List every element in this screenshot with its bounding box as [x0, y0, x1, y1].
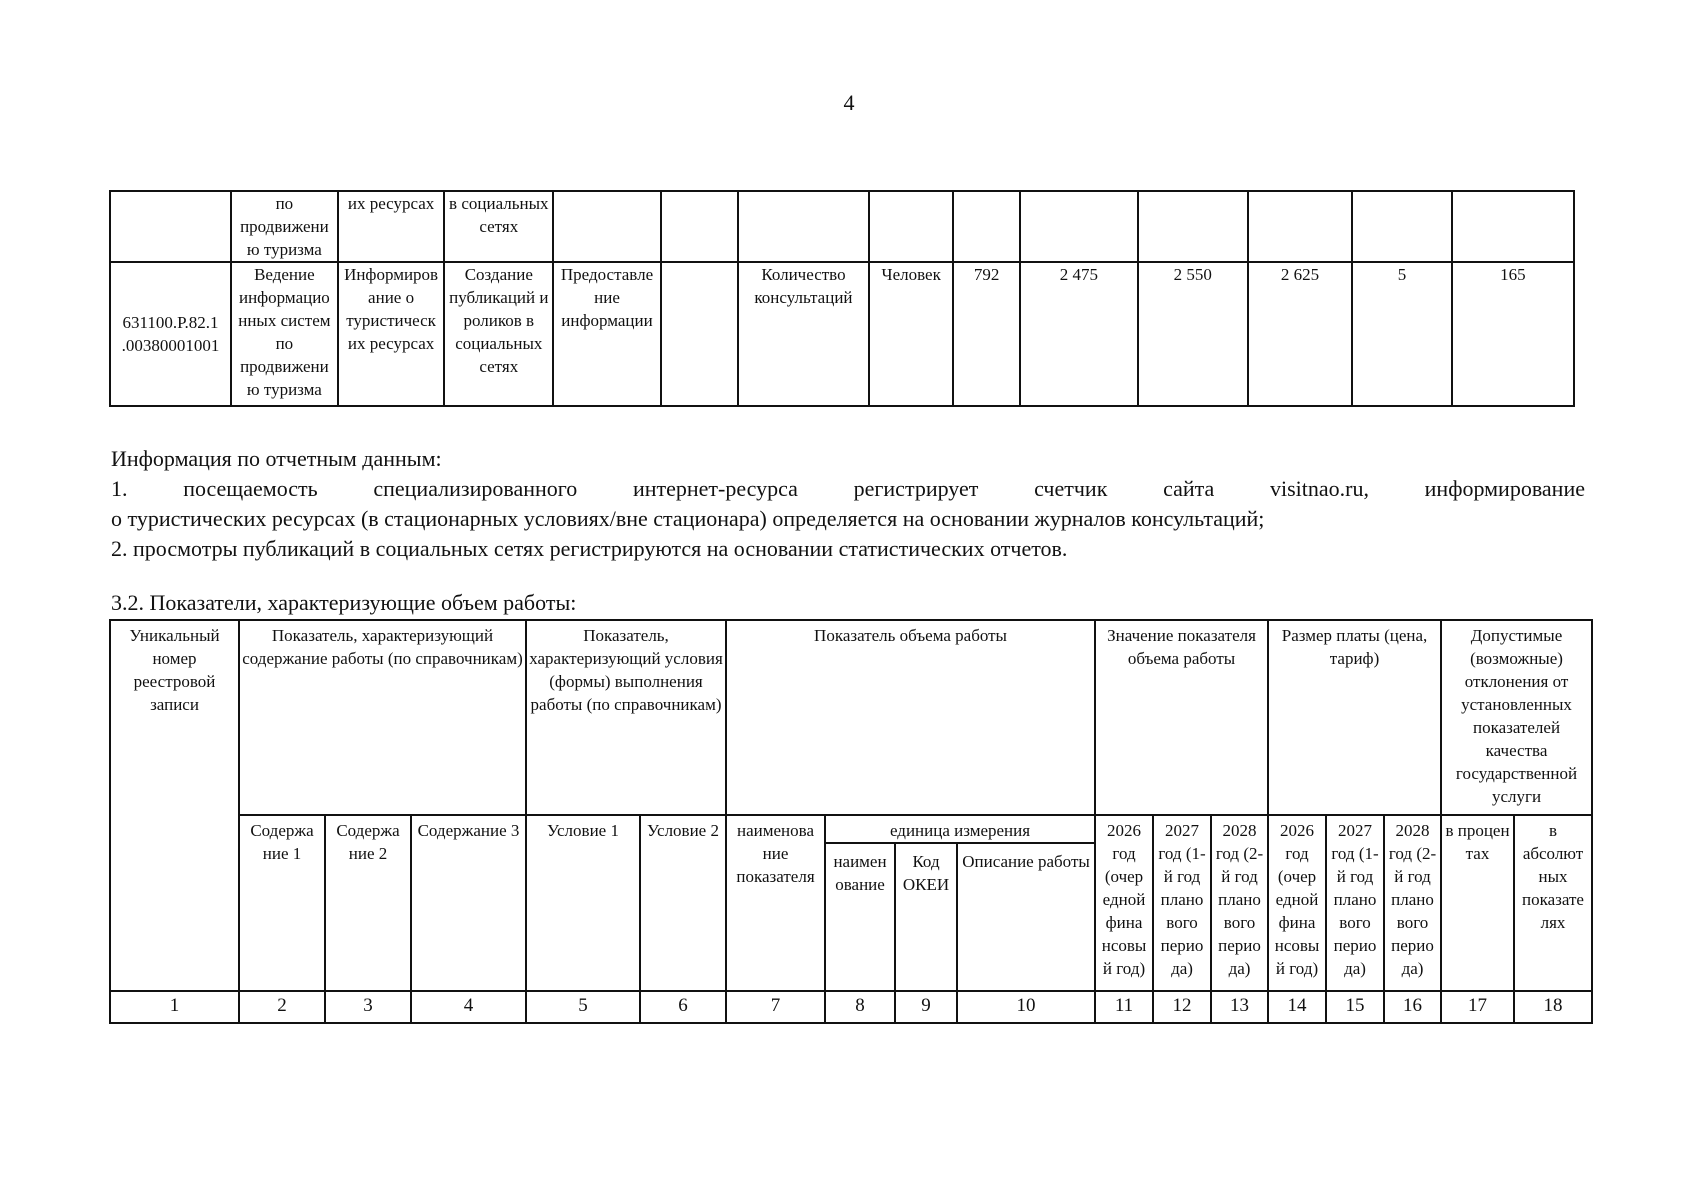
table-cell — [553, 191, 661, 262]
volume-indicators-table — [109, 619, 1593, 1024]
table-header-row — [110, 620, 1592, 815]
column-number: 3 — [325, 991, 411, 1023]
table-cell: их ресурсах — [338, 191, 445, 262]
table-cell: в социальных сетях — [444, 191, 553, 262]
section-title: 3.2. Показатели, характеризующие объем работы: — [111, 590, 577, 615]
column-number: 6 — [640, 991, 726, 1023]
header-unit: единица измерения — [825, 815, 1095, 843]
header-deviation: Допустимые (возможные) отклонения от установленных показателей качества государственной услуги — [1441, 620, 1592, 815]
reporting-info-heading: Информация по отчетным данным: — [111, 446, 442, 471]
table-cell — [661, 262, 738, 406]
table-cell: по продвижени ю туризма — [231, 191, 338, 262]
column-number: 8 — [825, 991, 895, 1023]
header-fee-2028: 2028 год (2-й год плано вого перио да) — [1384, 815, 1441, 991]
header-okei-code: Код ОКЕИ — [895, 843, 957, 991]
table-cell: 2 550 — [1138, 262, 1248, 406]
table-row — [110, 262, 1574, 406]
page-number: 4 — [843, 90, 855, 115]
header-indicator-name: наименова ние показателя — [726, 815, 825, 991]
column-number-row — [110, 991, 1592, 1023]
column-number: 4 — [411, 991, 526, 1023]
column-number: 12 — [1153, 991, 1211, 1023]
header-content-1: Содержа ние 1 — [239, 815, 325, 991]
header-volume-indicator: Показатель объема работы — [726, 620, 1095, 815]
header-content: Показатель, характеризующий содержание работы (по справочникам) — [239, 620, 526, 815]
header-value-2026: 2026 год (очер едной фина нсовы й год) — [1095, 815, 1153, 991]
column-number: 2 — [239, 991, 325, 1023]
table-cell: 165 — [1452, 262, 1574, 406]
table-cell — [110, 191, 231, 262]
column-number: 15 — [1326, 991, 1384, 1023]
column-number: 10 — [957, 991, 1095, 1023]
table-cell: Создание публикаций и роликов в социальных сетях — [444, 262, 553, 406]
column-number: 5 — [526, 991, 640, 1023]
header-fee-2026: 2026 год (очер едной фина нсовы й год) — [1268, 815, 1326, 991]
header-content-3: Содержание 3 — [411, 815, 526, 991]
table-cell: 792 — [953, 262, 1020, 406]
column-number: 9 — [895, 991, 957, 1023]
table-cell: Количество консультаций — [738, 262, 869, 406]
table-cell — [1138, 191, 1248, 262]
table-cell — [661, 191, 738, 262]
reporting-info-item-1b: о туристических ресурсах (в стационарных условиях/вне стационара) определяется на основании журналов консультаций; — [111, 506, 1265, 531]
header-content-2: Содержа ние 2 — [325, 815, 411, 991]
table-cell — [1020, 191, 1138, 262]
header-condition-2: Условие 2 — [640, 815, 726, 991]
header-unit-name: наимен ование — [825, 843, 895, 991]
column-number: 18 — [1514, 991, 1592, 1023]
table-row — [110, 191, 1574, 262]
reporting-info-item-1a: 1. посещаемость специализированного интернет-ресурса регистрирует счетчик сайта visitnao.ru, информирование — [111, 476, 1585, 501]
column-number: 1 — [110, 991, 239, 1023]
header-deviation-percent: в процен тах — [1441, 815, 1514, 991]
column-number: 13 — [1211, 991, 1268, 1023]
table-cell — [738, 191, 869, 262]
column-number: 7 — [726, 991, 825, 1023]
column-number: 11 — [1095, 991, 1153, 1023]
header-value-2028: 2028 год (2-й год плано вого перио да) — [1211, 815, 1268, 991]
column-number: 14 — [1268, 991, 1326, 1023]
reporting-info — [111, 444, 1585, 564]
header-conditions: Показатель, характеризующий условия (формы) выполнения работы (по справочникам) — [526, 620, 726, 815]
table-cell — [1452, 191, 1574, 262]
column-number: 16 — [1384, 991, 1441, 1023]
table-cell: 2 475 — [1020, 262, 1138, 406]
header-deviation-absolute: в абсолют ных показате лях — [1514, 815, 1592, 991]
table-cell — [869, 191, 953, 262]
registry-code-cell: 631100.Р.82.1 .00380001001 — [110, 262, 231, 406]
indicator-table-continuation — [109, 190, 1575, 407]
table-cell: Информиров ание о туристическ их ресурсах — [338, 262, 445, 406]
header-indicator-value: Значение показателя объема работы — [1095, 620, 1268, 815]
table-cell — [1248, 191, 1353, 262]
table-cell: Ведение информацио нных систем по продвижени ю туризма — [231, 262, 338, 406]
header-fee: Размер платы (цена, тариф) — [1268, 620, 1441, 815]
column-number: 17 — [1441, 991, 1514, 1023]
table-cell — [953, 191, 1020, 262]
header-condition-1: Условие 1 — [526, 815, 640, 991]
reporting-info-item-2: 2. просмотры публикаций в социальных сетях регистрируются на основании статистических отчетов. — [111, 536, 1068, 561]
table-cell: 2 625 — [1248, 262, 1353, 406]
header-unique-number: Уникальный номер реестровой записи — [110, 620, 239, 991]
header-fee-2027: 2027 год (1-й год плано вого перио да) — [1326, 815, 1384, 991]
table-cell: 5 — [1352, 262, 1452, 406]
header-work-description: Описание работы — [957, 843, 1095, 991]
table-cell: Человек — [869, 262, 953, 406]
header-value-2027: 2027 год (1-й год плано вого перио да) — [1153, 815, 1211, 991]
table-cell: Предоставле ние информации — [553, 262, 661, 406]
table-cell — [1352, 191, 1452, 262]
table-header-row — [110, 815, 1592, 843]
